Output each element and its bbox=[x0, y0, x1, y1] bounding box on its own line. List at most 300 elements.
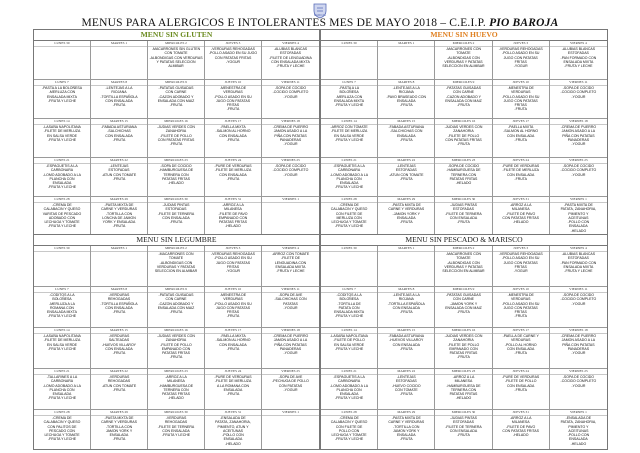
day-label: JUEVES 10 bbox=[205, 80, 261, 86]
day-label: MIERCOLES 16 bbox=[435, 119, 491, 125]
day-label: VIERNES 11 bbox=[262, 287, 319, 293]
day-label: JUEVES 24 bbox=[493, 369, 549, 375]
menu-day-cell bbox=[493, 246, 550, 287]
day-label: MARTES 1 bbox=[378, 246, 434, 252]
menu-day-cell bbox=[205, 328, 262, 369]
menu-day-cell bbox=[205, 41, 262, 80]
menu-day-cell bbox=[493, 41, 550, 80]
menu-day-cell bbox=[148, 246, 205, 287]
menu-heading: MENU SIN LEGUMBRE bbox=[34, 235, 319, 246]
menu-text: -PASTA MIXTA DE PATATA, ZANAHORIA, PIMIENTO Y ACEITUNAS -POLLO CON ENSALADA -HELADO bbox=[560, 203, 597, 233]
menu-text: -CODITOS A LA BOLOÑESA -TORTILLA DE PATATA CON ENSALADA MIXTA -FRUTA Y LECHE bbox=[334, 293, 365, 319]
menu-day-cell bbox=[378, 119, 435, 158]
day-label: MIERCOLES 30 bbox=[435, 410, 491, 416]
menu-text: -ALUBIAS BLANCAS ESTOFADAS -FILETE DE LENGUADINA CON ENSALADA MIXTA -FRUTA Y LECHE bbox=[269, 47, 312, 69]
day-label: VIERNES 1 bbox=[262, 197, 319, 203]
menu-day-cell bbox=[435, 119, 492, 158]
day-label: MIERCOLES 30 bbox=[435, 197, 491, 203]
menu-day-cell bbox=[493, 80, 550, 119]
menu-day-cell bbox=[493, 119, 550, 158]
menu-text: -ARROZ A LA MILANESA -HAMBURGUESA DE TERNERA CON PATATAS FRITAS -HELADO bbox=[158, 375, 194, 401]
menu-text: -SOPA DE AVE -PECHUGA DE POLLO CON PATATAS -YOGUR bbox=[272, 375, 309, 392]
menu-day-cell bbox=[435, 287, 492, 328]
menu-text: -ARROZ CON TOMATE -FILETE DE LENGUADINA CON ENSALADA MIXTA -FRUTA Y LECHE bbox=[271, 252, 310, 274]
day-label: MARTES 22 bbox=[91, 369, 147, 375]
menu-day-cell bbox=[550, 80, 607, 119]
menu-day-cell bbox=[205, 80, 262, 119]
menu-day-cell bbox=[378, 197, 435, 235]
menu-day-cell bbox=[321, 328, 378, 369]
menu-text: -SOPA DE COCIDO -COCIDO COMPLETO -YOGUR bbox=[272, 164, 309, 177]
menu-day-cell bbox=[91, 197, 148, 235]
menu-day-cell bbox=[435, 410, 492, 450]
menu-day-cell bbox=[550, 328, 607, 369]
menu-text: -CREMA DE CALABACIN Y QUESO CON FILETE DE MERLUZA CON LECHUGA Y TOMATE -FRUTA Y LECHE bbox=[330, 203, 368, 229]
menu-text: -PATATAS GUISADAS CON CARNE -CAZON ADOBADO Y ENSALADA CON MAIZ -FRUTA bbox=[157, 86, 195, 108]
menu-calendar-grid bbox=[34, 41, 319, 235]
day-label: MARTES 1 bbox=[378, 41, 434, 47]
menu-day-cell bbox=[262, 119, 319, 158]
menu-text: -VERDURAS REHOGADAS -POLLO ASADO EN SU JUGO CON PATATAS FRITAS -YOGUR bbox=[208, 47, 258, 64]
day-label: VIERNES 25 bbox=[550, 369, 607, 375]
menu-day-cell bbox=[493, 287, 550, 328]
menu-text: -FABADA ASTURIANA -SALCHICHAS CON ENSALADA -FRUTA bbox=[388, 125, 425, 142]
menu-day-cell bbox=[321, 80, 378, 119]
menu-text: -CREMA DE CALABACIN Y QUESO CON PALITOS DE PESCADO CON LECHUGA Y TOMATE -FRUTA Y LECHE bbox=[43, 416, 81, 442]
menu-calendar-grid bbox=[34, 246, 319, 450]
day-label: MIERCOLES 30 bbox=[148, 410, 204, 416]
day-label: MIERCOLES 23 bbox=[148, 158, 204, 164]
day-label: JUEVES 10 bbox=[493, 287, 549, 293]
menu-day-cell bbox=[91, 41, 148, 80]
day-label: MIERCOLES 23 bbox=[435, 158, 491, 164]
menu-day-cell bbox=[493, 369, 550, 410]
menu-day-cell bbox=[321, 119, 378, 158]
menu-text: -VERDURAS REHOGADAS -FILETE DE TERNERA CON ENSALADA -FRUTA Y LECHE bbox=[157, 416, 195, 438]
menu-text: -JUDIAS PINTAS ESTOFADAS -FILETE DE TERNERA CON ENSALADA -FRUTA bbox=[445, 203, 482, 225]
menu-text: -PASTA A LA BOLOÑESA -MERLUZA CON ENSALADA MIXTA -FRUTA Y LECHE bbox=[334, 86, 365, 108]
day-label: MIERCOLES 16 bbox=[435, 328, 491, 334]
menu-day-cell bbox=[378, 328, 435, 369]
day-label: JUEVES 10 bbox=[493, 80, 549, 86]
menu-day-cell bbox=[435, 197, 492, 235]
menu-text: -ARROZ A LA MILANESA -FILETE DE PAVO CON PATATAS FRITAS -HELADO bbox=[502, 203, 539, 225]
menu-day-cell bbox=[378, 80, 435, 119]
menu-day-cell bbox=[262, 328, 319, 369]
menu-day-cell bbox=[91, 119, 148, 158]
menu-text: -ALUBIAS BLANCAS ESTOFADAS -PAN FORMADO CON ENSALADA MIXTA -FRUTA Y LECHE bbox=[560, 252, 597, 274]
menu-text: -PAELLA MIXTA -SALMON AL HORNO CON ENSALADA -FRUTA bbox=[503, 125, 539, 142]
day-label: MARTES 8 bbox=[378, 287, 434, 293]
menu-day-cell bbox=[34, 246, 91, 287]
day-label: LUNES 28 bbox=[321, 410, 377, 416]
menu-day-cell bbox=[205, 197, 262, 235]
menu-day-cell bbox=[91, 287, 148, 328]
day-label: VIERNES 18 bbox=[262, 328, 319, 334]
menu-day-cell bbox=[550, 246, 607, 287]
menu-text: -MACARRONES CON TOMATE -ALBONDIGAS CON VERDURAS Y PATATAS SELECCION EN ALMIBAR bbox=[442, 252, 485, 274]
day-label: LUNES 30 bbox=[34, 246, 90, 252]
menu-text: -SOPA DE AVE -SALCHICHAS CON PATATAS -YOGUR bbox=[274, 293, 307, 310]
menu-day-cell bbox=[34, 287, 91, 328]
menu-day-cell bbox=[262, 246, 319, 287]
menu-text: -MENESTRA DE VERDURAS -POLLO ASADO EN SU JUGO CON PATATAS FRITAS -FRUTA bbox=[214, 86, 252, 112]
day-label: LUNES 7 bbox=[321, 287, 377, 293]
menu-day-cell bbox=[262, 369, 319, 410]
day-label: JUEVES 3 bbox=[493, 41, 549, 47]
day-label: MIERCOLES 9 bbox=[148, 80, 204, 86]
menu-text: -CREMA DE PUERRO JAMON ASADO A LA PIÑA CON PATATAS PANADERAS -YOGUR bbox=[560, 334, 597, 356]
day-label: VIERNES 18 bbox=[550, 119, 607, 125]
menu-day-cell bbox=[91, 246, 148, 287]
day-label: VIERNES 4 bbox=[550, 41, 607, 47]
menu-day-cell bbox=[148, 158, 205, 197]
menu-day-cell bbox=[148, 328, 205, 369]
day-label: LUNES 21 bbox=[321, 158, 377, 164]
day-label: LUNES 30 bbox=[34, 41, 90, 47]
menu-text: -VERDURAS REHOGADAS -POLLO ASADO EN SU JUGO CON PATATAS FRITAS -YOGUR bbox=[498, 252, 543, 274]
day-label: LUNES 7 bbox=[321, 80, 377, 86]
menu-text: -PASTA MIXTA DE CARNE Y VERDURAS -TORTILLA CON JAMON YORK Y ENSALADA -FRUTA bbox=[388, 416, 425, 442]
menu-text: -SOPA DE COCIDO -COCIDO COMPLETO -YOGUR bbox=[560, 164, 597, 177]
day-label: LUNES 28 bbox=[321, 197, 377, 203]
day-label: MIERCOLES 2 bbox=[148, 246, 204, 252]
menu-day-cell bbox=[34, 369, 91, 410]
day-label: VIERNES 25 bbox=[262, 158, 319, 164]
menu-quadrant bbox=[320, 29, 608, 235]
menu-day-cell bbox=[205, 246, 262, 287]
day-label: LUNES 14 bbox=[34, 328, 90, 334]
day-label: MIERCOLES 9 bbox=[148, 287, 204, 293]
menu-text: -ARROZ A LA MILANESA -HAMBURGUESA DE TERNERA CON PATATAS FRITAS -HELADO bbox=[446, 375, 481, 401]
menu-text: -PAELLA MIXTA -SALMON AL HORNO CON ENSALADA -FRUTA bbox=[215, 334, 251, 351]
day-label: MARTES 29 bbox=[378, 197, 434, 203]
menu-quadrant bbox=[33, 29, 320, 235]
menu-day-cell bbox=[148, 41, 205, 80]
menu-day-cell bbox=[34, 80, 91, 119]
menu-text: -PATATAS GUISADAS CON CARNE -CAZON ADOBADO Y ENSALADA CON MAIZ -FRUTA bbox=[157, 293, 195, 315]
menu-text: -CREMA DE PUERRO JAMON ASADO A LA PIÑA CON PATATAS PANADERAS -YOGUR bbox=[272, 334, 309, 356]
day-label: JUEVES 31 bbox=[493, 410, 549, 416]
menu-day-cell bbox=[435, 246, 492, 287]
day-label: VIERNES 11 bbox=[550, 80, 607, 86]
menu-day-cell bbox=[435, 369, 492, 410]
menu-text: -CREMA DE PUERRO JAMON ASADO A LA PIÑA CON PATATAS PANADERAS -YOGUR bbox=[560, 125, 597, 147]
day-label: MARTES 1 bbox=[91, 246, 147, 252]
menu-text: -PATATAS GUISADAS CON CARNE -CAZON ADOBADO Y ENSALADA CON MAIZ -FRUTA bbox=[445, 86, 482, 108]
day-label: MARTES 29 bbox=[91, 197, 147, 203]
menu-day-cell bbox=[550, 410, 607, 450]
day-label: JUEVES 24 bbox=[205, 158, 261, 164]
menu-text: -TALLARINES A LA CARBONARA -LOMO ADOBADO A LA PLANCHA CON ENSALADA -FRUTA Y LECHE bbox=[43, 375, 81, 401]
menu-text: -SOPA DE COCIDO -COCIDO COMPLETO -YOGUR bbox=[560, 375, 597, 388]
menu-text: -PASTA MIXTA DE CARNE Y VERDURAS -TORTILLA CON LONCHA DE JAMON YORK Y ENSALADA -FRUTA bbox=[101, 203, 137, 229]
menu-day-cell bbox=[205, 119, 262, 158]
menu-day-cell bbox=[205, 410, 262, 450]
day-label: LUNES 7 bbox=[34, 287, 90, 293]
menu-text: -MACARRONES CON TOMATE -ALBONDIGAS CON VERDURAS Y PATATAS SELECCION EN ALMIBAR bbox=[154, 252, 198, 274]
menu-day-cell bbox=[34, 158, 91, 197]
day-label: MIERCOLES 30 bbox=[148, 197, 204, 203]
menu-day-cell bbox=[493, 197, 550, 235]
menu-day-cell bbox=[550, 197, 607, 235]
menu-text: -FABADA ASTURIANA -SALCHICHAS CON ENSALADA -FRUTA bbox=[101, 125, 137, 142]
day-label: VIERNES 11 bbox=[262, 80, 319, 86]
menu-quadrant bbox=[33, 234, 320, 450]
day-label: MARTES 1 bbox=[91, 41, 147, 47]
menu-text: -ARROZ A LA MILANESA -FILETE DE PAVO EMPANADO CON PATATAS FRITAS -HELADO bbox=[218, 203, 248, 229]
day-label: MARTES 8 bbox=[91, 287, 147, 293]
menu-day-cell bbox=[205, 287, 262, 328]
day-label: LUNES 14 bbox=[321, 119, 377, 125]
day-label: MARTES 22 bbox=[378, 369, 434, 375]
menu-text: -PAELLA DE CARNE Y VERDURAS -POLLO AL HORNO CON ENSALADA -FRUTA bbox=[502, 334, 539, 356]
menu-day-cell bbox=[378, 287, 435, 328]
page-title-main: MENUS PARA ALERGICOS E INTOLERANTES MES DE MAYO 2018 – C.E.I.P. bbox=[81, 17, 486, 29]
menu-day-cell bbox=[493, 410, 550, 450]
menu-day-cell bbox=[262, 158, 319, 197]
menu-text: -PAELLA MIXTA -SALMON AL HORNO CON ENSALADA -FRUTA bbox=[215, 125, 251, 142]
menu-text: -CREMA DE PUERRO JAMON ASADO A LA PIÑA CON PATATAS PANADERAS -YOGUR bbox=[272, 125, 309, 147]
menu-day-cell bbox=[550, 41, 607, 80]
menu-text: -PURE DE VERDURAS -FILETE DE MERLUZA A LA ROMANA CON ENSALADA -FRUTA bbox=[214, 375, 252, 397]
menu-day-cell bbox=[262, 410, 319, 450]
menu-day-cell bbox=[435, 328, 492, 369]
menu-text: -LENTEJAS A LA RIOJANA -TORTILLA ESPAÑOLA CON ENSALADA -FRUTA bbox=[387, 293, 425, 315]
day-label: LUNES 21 bbox=[321, 369, 377, 375]
menu-text: -JUDIAS VERDES CON ZANAHORIA -FILETE DE POLLO EMPANADO CON PATATAS FRITAS -FRUTA bbox=[444, 334, 483, 360]
menu-text: -ESPAGUETIS A LA CARBONARA -LOMO ADOBADO A LA PLANCHA CON ENSALADA -FRUTA Y LECHE bbox=[330, 375, 369, 401]
menu-day-cell bbox=[321, 287, 378, 328]
menu-day-cell bbox=[378, 410, 435, 450]
day-label: JUEVES 17 bbox=[205, 119, 261, 125]
menu-day-cell bbox=[148, 197, 205, 235]
menu-day-cell bbox=[148, 287, 205, 328]
day-label: JUEVES 3 bbox=[205, 41, 261, 47]
menu-heading: MENU SIN PESCADO & MARISCO bbox=[321, 235, 607, 246]
menu-text: -PURE DE VERDURAS -FILETE DE MERLUZA CON ENSALADA -FRUTA bbox=[502, 164, 540, 181]
day-label: JUEVES 17 bbox=[205, 328, 261, 334]
menu-text: -ESPAGUETIS A LA CARBONARA -LOMO ADOBADO A LA PLANCHA CON ENSALADA -FRUTA Y LECHE bbox=[43, 164, 81, 190]
menu-day-cell bbox=[205, 369, 262, 410]
menu-text: -PURE DE VERDURAS -FILETE DE POLLO CON ENSALADA -FRUTA bbox=[502, 375, 540, 392]
menu-day-cell bbox=[321, 41, 378, 80]
day-label: JUEVES 31 bbox=[493, 197, 549, 203]
menu-text: -MENESTRA DE VERDURAS -POLLO ASADO EN SU JUGO CON PATATAS FRITAS -FRUTA bbox=[214, 293, 252, 319]
menu-day-cell bbox=[378, 369, 435, 410]
logo-caption: BAROJA bbox=[313, 13, 326, 17]
menu-day-cell bbox=[493, 328, 550, 369]
menu-day-cell bbox=[550, 119, 607, 158]
day-label: JUEVES 17 bbox=[493, 119, 549, 125]
menu-text: -LENTEJAS A LA RIOJANA -TORTILLA ESPAÑOLA CON ENSALADA -FRUTA bbox=[100, 86, 138, 108]
menu-day-cell bbox=[148, 80, 205, 119]
menu-day-cell bbox=[378, 246, 435, 287]
menu-text: -MENESTRA DE VERDURAS -POLLO ASADO EN SU JUGO CON PATATAS FRITAS -FRUTA bbox=[501, 293, 540, 319]
menu-day-cell bbox=[262, 287, 319, 328]
day-label: JUEVES 31 bbox=[205, 197, 261, 203]
day-label: MIERCOLES 9 bbox=[435, 80, 491, 86]
day-label: LUNES 7 bbox=[34, 80, 90, 86]
menu-day-cell bbox=[148, 119, 205, 158]
menu-day-cell bbox=[321, 158, 378, 197]
day-label: JUEVES 24 bbox=[205, 369, 261, 375]
menu-day-cell bbox=[91, 369, 148, 410]
day-label: LUNES 30 bbox=[321, 41, 377, 47]
menu-text: -ENSALADA DE PATATA, ZANAHORIA, PIMIENTO, ATUN Y ACEITUNAS -POLLO CON ENSALADA -HELADO bbox=[215, 416, 251, 446]
menu-day-cell bbox=[91, 158, 148, 197]
menu-text: -PATATAS GUISADAS CON CARNE -JAMON YORK Y ENSALADA CON MAIZ -FRUTA bbox=[445, 293, 482, 315]
menu-text: -CREMA DE CALABACIN Y QUESO VARITAS DE PESCADO ADOBADO CON LECHUGA Y TOMATE -FRUTA Y LECHE bbox=[42, 203, 82, 229]
day-label: MARTES 8 bbox=[91, 80, 147, 86]
menu-heading: MENU SIN GLUTEN bbox=[34, 30, 319, 41]
day-label: MIERCOLES 2 bbox=[435, 41, 491, 47]
menu-text: -VERDURAS SALTEADAS -HUEVOS VILLAROY CON ENSALADA -FRUTA bbox=[101, 334, 137, 356]
day-label: LUNES 21 bbox=[34, 158, 90, 164]
day-label: LUNES 21 bbox=[34, 369, 90, 375]
day-label: MIERCOLES 2 bbox=[148, 41, 204, 47]
day-label: VIERNES 4 bbox=[262, 41, 319, 47]
menu-text: -CODITOS A LA BOLOÑESA -MERLUZA A LA ROMANA CON ENSALADA MIXTA -FRUTA Y LECHE bbox=[47, 293, 77, 319]
menu-day-cell bbox=[148, 369, 205, 410]
menu-text: -CREMA DE CALABACIN Y QUESO CON FILETE DE POLLO CON LECHUGA Y TOMATE -FRUTA Y LECHE bbox=[330, 416, 368, 442]
day-label: VIERNES 1 bbox=[550, 410, 607, 416]
day-label: JUEVES 10 bbox=[205, 287, 261, 293]
menu-text: -VERDURAS REHOGADAS -POLLO ASADO EN SU JUGO CON PATATAS FRITAS -YOGUR bbox=[498, 47, 543, 69]
menu-day-cell bbox=[262, 197, 319, 235]
menu-text: -SOPA DE COCIDO -HAMBURGUESA DE TERNERA CON PATATAS FRITAS -HELADO bbox=[158, 164, 194, 186]
menu-text: -JUDIAS VERDES CON ZANAHORIA -FILETE DE POLLO CON PATATAS FRITAS -FRUTA bbox=[157, 125, 195, 147]
menu-text: -JUDIAS VERDES CON ZANAHORIA -FILETE DE POLLO EMPANADO CON PATATAS FRITAS -FRUTA bbox=[157, 334, 195, 360]
day-label: MIERCOLES 16 bbox=[148, 328, 204, 334]
menu-text: -PASTA MIXTA DE CARNE Y VERDURAS -JAMON YORK Y ENSALADA -FRUTA bbox=[388, 203, 425, 225]
day-label: LUNES 30 bbox=[321, 246, 377, 252]
day-label: VIERNES 4 bbox=[550, 246, 607, 252]
day-label: MIERCOLES 23 bbox=[435, 369, 491, 375]
day-label: MARTES 15 bbox=[91, 328, 147, 334]
day-label: MIERCOLES 2 bbox=[435, 246, 491, 252]
day-label: JUEVES 24 bbox=[493, 158, 549, 164]
day-label: MARTES 15 bbox=[91, 119, 147, 125]
day-label: MARTES 15 bbox=[378, 328, 434, 334]
menu-text: -PASTA MIXTA DE CARNE Y VERDURAS -TORTILLA CON JAMON YORK Y ENSALADA -FRUTA bbox=[101, 416, 137, 442]
menu-text: -ESPAGUETIS A LA CARBONARA -LOMO ADOBADO A LA PLANCHA CON ENSALADA -FRUTA Y LECHE bbox=[330, 164, 369, 190]
menu-calendar-grid bbox=[321, 246, 607, 450]
day-label: VIERNES 18 bbox=[262, 119, 319, 125]
menu-day-cell bbox=[435, 158, 492, 197]
day-label: JUEVES 3 bbox=[205, 246, 261, 252]
menu-text: -JUDIAS PINTAS ESTOFADAS -FILETE DE TERNERA CON ENSALADA -FRUTA bbox=[157, 203, 195, 225]
menu-calendar-grid bbox=[321, 41, 607, 235]
menu-day-cell bbox=[550, 369, 607, 410]
menu-text: -VERDURAS REHOGADAS -TORTILLA ESPAÑOLA CON ENSALADA -FRUTA bbox=[100, 293, 138, 315]
menu-day-cell bbox=[378, 158, 435, 197]
day-label: MIERCOLES 9 bbox=[435, 287, 491, 293]
menu-text: -SOPA DE COCIDO -COCIDO COMPLETO -YOGUR bbox=[560, 86, 597, 99]
day-label: LUNES 14 bbox=[34, 119, 90, 125]
day-label: MARTES 29 bbox=[91, 410, 147, 416]
day-label: MIERCOLES 23 bbox=[148, 369, 204, 375]
menu-text: -VERDURAS REHOGADAS -POLLO ASADO EN SU JUGO CON PATATAS FRITAS -YOGUR bbox=[211, 252, 255, 274]
menu-text: -LASAÑA NAPOLITANA -FILETE DE MERLUZA EN SALSA VERDE -FRUTA Y LECHE bbox=[43, 125, 81, 142]
menu-text: -LENTEJAS A LA RIOJANA -PAVO BRASEADO CON ENSALADA -FRUTA bbox=[386, 86, 427, 108]
menu-day-cell bbox=[34, 328, 91, 369]
menu-day-cell bbox=[493, 158, 550, 197]
menu-day-cell bbox=[550, 158, 607, 197]
menu-day-cell bbox=[321, 410, 378, 450]
day-label: VIERNES 1 bbox=[262, 410, 319, 416]
page-title bbox=[0, 17, 640, 29]
menu-day-cell bbox=[91, 328, 148, 369]
menu-day-cell bbox=[91, 80, 148, 119]
menu-day-cell bbox=[550, 287, 607, 328]
day-label: MARTES 8 bbox=[378, 80, 434, 86]
menu-text: -SOPA DE COCIDO -HAMBURGUESA DE TERNERA CON PATATAS FRITAS -HELADO bbox=[446, 164, 481, 186]
day-label: JUEVES 17 bbox=[493, 328, 549, 334]
menu-day-cell bbox=[262, 41, 319, 80]
menu-day-cell bbox=[321, 197, 378, 235]
menu-day-cell bbox=[205, 158, 262, 197]
menu-text: -ENSALADA DE PATATA, ZANAHORIA, PIMIENTO Y ACEITUNAS -POLLO CON ENSALADA -HELADO bbox=[560, 416, 597, 446]
day-label: LUNES 28 bbox=[34, 197, 90, 203]
menu-text: -PASTA A LA BOLOÑESA -MERLUZA CON ENSALADA MIXTA -FRUTA Y LECHE bbox=[41, 86, 83, 103]
menu-day-cell bbox=[34, 410, 91, 450]
menu-text: -ARROZ A LA MILANESA -FILETE DE PAVO CON PATATAS FRITAS -HELADO bbox=[502, 416, 539, 438]
menu-day-cell bbox=[321, 246, 378, 287]
menu-day-cell bbox=[34, 119, 91, 158]
day-label: VIERNES 18 bbox=[550, 328, 607, 334]
menu-text: -LASAÑA NAPOLITANA -FILETE DE POLLO EN SALSA VERDE -FRUTA Y LECHE bbox=[330, 334, 368, 351]
day-label: VIERNES 25 bbox=[550, 158, 607, 164]
menu-heading: MENU SIN HUEVO bbox=[321, 30, 607, 41]
menu-text: -VERDURAS REHOGADAS -ATUN CON TOMATE -FRUTA bbox=[101, 375, 137, 392]
menu-text: -JUDIAS PINTAS ESTOFADAS -FILETE DE TERNERA CON ENSALADA -FRUTA bbox=[445, 416, 482, 438]
menu-day-cell bbox=[262, 80, 319, 119]
menu-day-cell bbox=[378, 41, 435, 80]
menu-text: -MACARRONES SIN GLUTEN CON TOMATE -ALBONDIGAS CON VERDURAS Y PATATAS SELECCION ALMIBAR bbox=[149, 47, 203, 69]
menu-day-cell bbox=[148, 410, 205, 450]
menu-text: -LASAÑA NAPOLITANA -FILETE DE MERLUZA EN SALSA VERDE -FRUTA Y LECHE bbox=[43, 334, 81, 351]
menu-day-cell bbox=[435, 41, 492, 80]
day-label: VIERNES 4 bbox=[262, 246, 319, 252]
menu-text: -MENESTRA DE VERDURAS -POLLO ASADO EN SU JUGO CON PATATAS FRITAS -FRUTA bbox=[501, 86, 540, 112]
day-label: JUEVES 3 bbox=[493, 246, 549, 252]
day-label: MIERCOLES 16 bbox=[148, 119, 204, 125]
menu-day-cell bbox=[34, 197, 91, 235]
day-label: VIERNES 25 bbox=[262, 369, 319, 375]
day-label: MARTES 15 bbox=[378, 119, 434, 125]
menu-text: -LENTEJAS ESTOFADAS -ATUN CON TOMATE -FRUTA bbox=[101, 164, 137, 181]
menu-text: -LENTEJAS ESTOFADAS -ATUN CON TOMATE -FRUTA bbox=[389, 164, 424, 181]
menu-day-cell bbox=[321, 369, 378, 410]
day-label: VIERNES 1 bbox=[550, 197, 607, 203]
menu-text: -ALUBIAS BLANCAS ESTOFADAS -PAN FORMADO CON ENSALADA MIXTA -FRUTA Y LECHE bbox=[560, 47, 597, 69]
menu-day-cell bbox=[91, 410, 148, 450]
day-label: MARTES 22 bbox=[378, 158, 434, 164]
menu-text: -MACARRONES CON TOMATE -ALBONDIGAS CON VERDURAS Y PATATAS SELECCION EN ALMIBAR bbox=[442, 47, 485, 69]
menu-text: -SOPA DE COCIDO -COCIDO COMPLETO -YOGUR bbox=[560, 293, 597, 306]
day-label: LUNES 14 bbox=[321, 328, 377, 334]
menu-day-cell bbox=[34, 41, 91, 80]
menu-text: -FABADA ASTURIANA -HUEVOS VILLAROY CON ENSALADA -FRUTA bbox=[388, 334, 425, 351]
menu-text: -PURE DE VERDURAS -FILETE DE MERLUZA CON ENSALADA -FRUTA bbox=[214, 164, 252, 181]
day-label: LUNES 28 bbox=[34, 410, 90, 416]
day-label: MARTES 29 bbox=[378, 410, 434, 416]
menu-quadrant bbox=[320, 234, 608, 450]
menu-text: -ARROZ CON TOMATE -FILETE DE MERLUZA EN SALSA VERDE -FRUTA Y LECHE bbox=[330, 125, 368, 142]
day-label: JUEVES 31 bbox=[205, 410, 261, 416]
page-title-school: PIO BAROJA bbox=[489, 17, 559, 29]
